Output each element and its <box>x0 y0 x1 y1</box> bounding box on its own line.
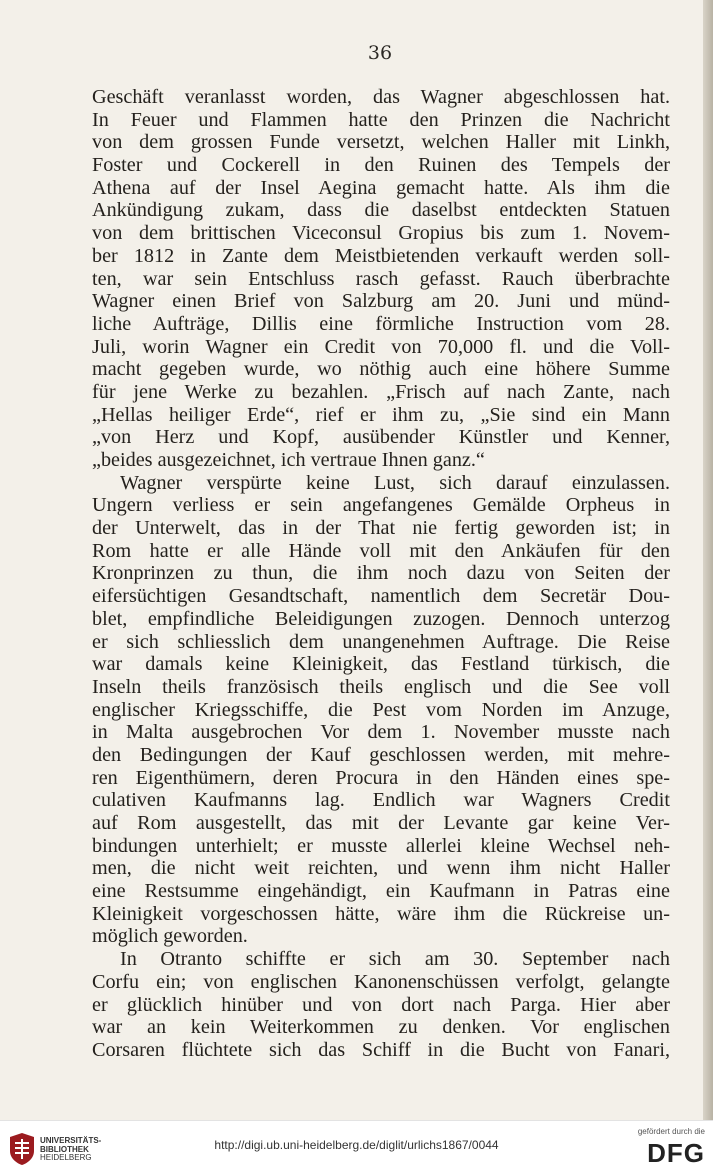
logo-line-2: BIBLIOTHEK <box>40 1144 89 1154</box>
text-line: Kronprinzen zu thun, die ihm noch dazu von Seiten der <box>92 562 670 585</box>
text-line: eine Restsumme eingehändigt, ein Kaufmann in Patras eine <box>92 880 670 903</box>
body-text <box>92 86 670 1062</box>
text-line: „beides ausgezeichnet, ich vertraue Ihnen ganz.“ <box>92 449 485 471</box>
text-line: er glücklich hinüber und von dort nach Parga. Hier aber <box>92 993 670 1016</box>
dfg-funding-logo[interactable] <box>631 1127 705 1171</box>
text-line: war an kein Weiterkommen zu denken. Vor englischen <box>92 1016 670 1039</box>
text-line: möglich geworden. <box>92 925 248 948</box>
text-line: für jene Werke zu bezahlen. „Frisch auf nach Zante, nach <box>92 380 670 403</box>
permalink-url[interactable]: http://digi.ub.uni-heidelberg.de/diglit/urlichs1867/0044 <box>214 1138 499 1152</box>
text-line: Ungern verliess er sein angefangenes Gemälde Orpheus in <box>92 494 670 517</box>
text-line: blet, empfindliche Beleidigungen zuzogen. Dennoch unterzog <box>92 607 670 630</box>
text-line: Wagner einen Brief von Salzburg am 20. Juni und münd- <box>92 290 670 313</box>
text-line: Athena auf der Insel Aegina gemacht hatte. Als ihm die <box>92 176 670 199</box>
text-line: Corsaren flüchtete sich das Schiff in die Bucht von Fanari, <box>92 1038 670 1061</box>
text-line: Geschäft veranlasst worden, das Wagner abgeschlossen hat. <box>92 86 670 108</box>
text-line: bindungen unterhielt; er musste allerlei kleine Wechsel neh- <box>92 834 670 857</box>
text-line: macht gegeben wurde, wo nöthig auch eine höhere Summe <box>92 358 670 381</box>
text-line: den Bedingungen der Kauf geschlossen werden, mit mehre- <box>92 743 670 766</box>
text-line: In Feuer und Flammen hatte den Prinzen die Nachricht <box>92 108 670 131</box>
text-line: Corfu ein; von englischen Kanonenschüssen verfolgt, gelangte <box>92 970 670 993</box>
text-line: war damals keine Kleinigkeit, das Festland türkisch, die <box>92 653 670 676</box>
text-line: Kleinigkeit vorgeschossen hätte, wäre ihm die Rückreise un- <box>92 902 670 925</box>
text-line: Foster und Cockerell in den Ruinen des Tempels der <box>92 154 670 177</box>
page-number: 36 <box>367 42 393 64</box>
text-line: in Malta ausgebrochen Vor dem 1. November musste nach <box>92 721 670 744</box>
text-line: „von Herz und Kopf, ausübender Künstler und Kenner, <box>92 426 670 449</box>
text-line: liche Aufträge, Dillis eine förmliche Instruction vom 28. <box>92 312 670 335</box>
text-line: Wagner verspürte keine Lust, sich darauf einzulassen. <box>120 471 670 494</box>
text-line: eifersüchtigen Gesandtschaft, namentlich dem Secretär Dou- <box>92 585 670 608</box>
text-line: er sich schliesslich dem unangenehmen Auftrage. Die Reise <box>92 630 670 653</box>
text-line: Ankündigung zukam, dass die daselbst entdeckten Statuen <box>92 199 670 222</box>
text-line: englischer Kriegsschiffe, die Pest vom Norden im Anzuge, <box>92 698 670 721</box>
viewer-footer <box>0 1120 713 1176</box>
text-line: von dem brittischen Viceconsul Gropius bis zum 1. Novem- <box>92 222 670 245</box>
text-line: der Unterwelt, das in der That nie fertig geworden ist; in <box>92 517 670 540</box>
text-line: men, die nicht weit reichten, und wenn ihm nicht Haller <box>92 857 670 880</box>
text-line: ber 1812 in Zante dem Meistbietenden verkauft werden soll- <box>92 244 670 267</box>
text-line: auf Rom ausgestellt, das mit der Levante gar keine Ver- <box>92 812 670 834</box>
logo-line-1: UNIVERSITÄTS- <box>40 1136 102 1145</box>
text-line: ren Eigenthümern, deren Procura in den Händen eines spe- <box>92 766 670 789</box>
logo-line-3: HEIDELBERG <box>40 1153 92 1162</box>
text-line: Juli, worin Wagner ein Credit von 70,000 fl. und die Voll- <box>92 335 670 358</box>
text-line: Rom hatte er alle Hände voll mit den Ankäufen für den <box>92 539 670 562</box>
text-line: von dem grossen Funde versetzt, welchen Haller mit Linkh, <box>92 131 670 154</box>
dfg-logo-text: DFG <box>647 1138 705 1168</box>
text-line: culativen Kaufmanns lag. Endlich war Wagners Credit <box>92 789 670 812</box>
text-line: Inseln theils französisch theils englisch und die See voll <box>92 675 670 698</box>
text-line: ten, war sein Entschluss rasch gefasst. Rauch überbrachte <box>92 267 670 290</box>
text-line: In Otranto schiffte er sich am 30. September nach <box>120 948 670 971</box>
dfg-caption: gefördert durch die <box>637 1127 705 1136</box>
text-line: „Hellas heiliger Erde“, rief er ihm zu, „Sie sind ein Mann <box>92 403 670 426</box>
page-edge-shadow <box>703 0 713 1120</box>
